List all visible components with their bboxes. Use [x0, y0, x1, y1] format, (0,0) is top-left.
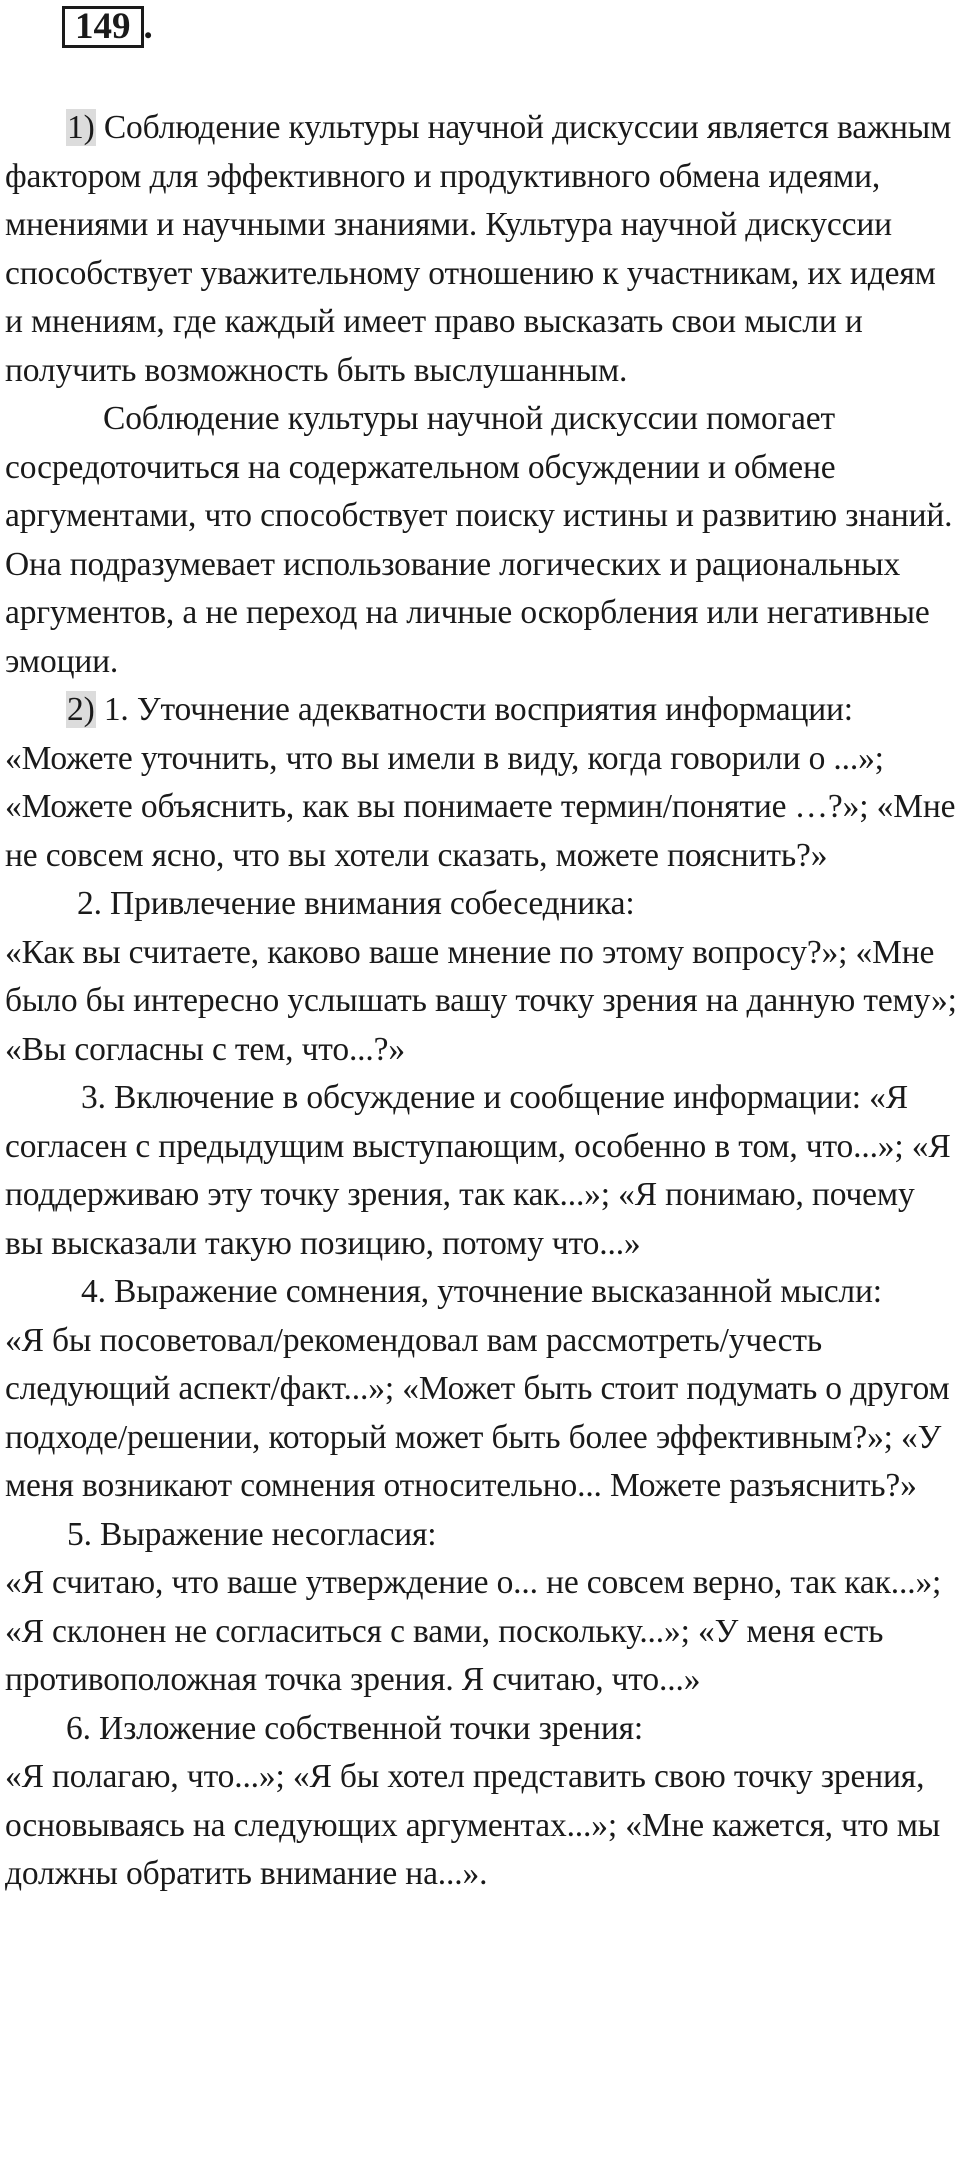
part2-marker: 2)	[67, 691, 95, 728]
part2-item2-heading: 2. Привлечение внимания собеседника:	[77, 885, 635, 922]
part1-paragraph1-text: Соблюдение культуры научной дискуссии является важным фактором для эффективного и продуктивного обмена идеями, мнениями и научными знаниями. Культура научной дискуссии способствует уважительному отношению к участникам, их идеям и мнениям, где каждый имеет право высказать свои мысли и получить возможность быть выслушанным.	[5, 109, 952, 389]
part1-paragraph1	[5, 104, 957, 395]
task-number-period: .	[143, 6, 153, 47]
part2-item4-text: «Я бы посоветовал/рекомендовал вам рассмотреть/учесть следующий аспект/факт...»; «Может быть стоит подумать о другом подходе/решении, который может быть более эффективным?»; «У меня возникают сомнения относительно... Можете разъяснить?»	[5, 1321, 950, 1504]
part1-marker: 1)	[67, 109, 95, 146]
task-number-label	[62, 6, 153, 48]
task-number-box: 149	[62, 6, 144, 48]
part2-item3: 3. Включение в обсуждение и сообщение информации: «Я согласен с предыдущим выступающим, особенно в том, что...»; «Я поддерживаю эту точку зрения, так как...»; «Я понимаю, почему вы высказали такую позицию, потому что...»	[5, 1079, 951, 1262]
part2-item1	[5, 686, 957, 880]
part1-paragraph2: Соблюдение культуры научной дискуссии помогает сосредоточиться на содержательном обсуждении и обмене аргументами, что способствует поиску истины и развитию знаний. Она подразумевает использование логических и рациональных аргументов, а не переход на личные оскорбления или негативные эмоции.	[5, 400, 953, 680]
answer-text	[5, 104, 957, 1899]
part2-item5-heading: 5. Выражение несогласия:	[67, 1515, 437, 1553]
part2-item1-text: 1. Уточнение адекватности восприятия информации: «Можете уточнить, что вы имели в виду, когда говорили о ...»; «Можете объяснить, как вы понимаете термин/понятие …?»; «Мне не совсем ясно, что вы хотели сказать, можете пояснить?»	[5, 691, 956, 874]
part2-item6-heading: 6. Изложение собственной точки зрения:	[66, 1709, 644, 1747]
part2-item2-text: «Как вы считаете, каково ваше мнение по этому вопросу?»; «Мне было бы интересно услышать вашу точку зрения на данную тему»; «Вы согласны с тем, что...?»	[5, 933, 957, 1068]
part2-item4-heading: 4. Выражение сомнения, уточнение высказанной мысли:	[81, 1273, 882, 1310]
part2-item5-text: «Я считаю, что ваше утверждение о... не совсем верно, так как...»; «Я склонен не согласиться с вами, поскольку...»; «У меня есть противоположная точка зрения. Я считаю, что...»	[5, 1564, 942, 1698]
part2-item6-text: «Я полагаю, что...»; «Я бы хотел представить свою точку зрения, основываясь на следующих аргументах...»; «Мне кажется, что мы должны обратить внимание на...».	[5, 1758, 941, 1892]
